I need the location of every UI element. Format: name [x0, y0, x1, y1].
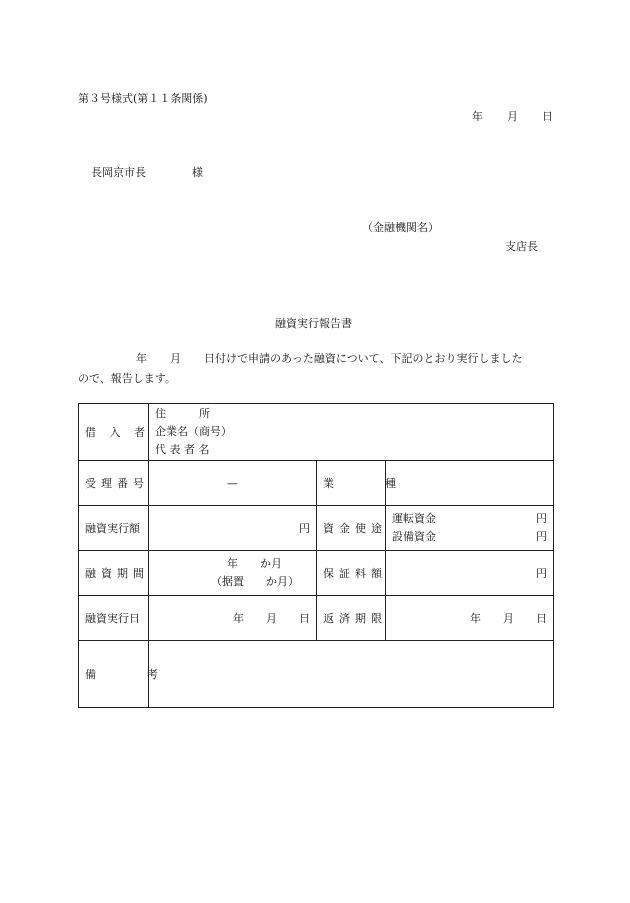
usage-working-label: 運転資金: [392, 512, 436, 525]
header-date-year: 年: [472, 110, 483, 123]
guarantee-unit: 円: [386, 551, 554, 596]
form-number: 第３号様式(第１１条関係): [78, 92, 208, 105]
document-title: 融資実行報告書: [275, 317, 352, 330]
exec-date-label: 融資実行日: [79, 596, 149, 641]
usage-equipment-label: 設備資金: [392, 530, 436, 543]
period-label-cell: [79, 551, 149, 596]
exec-date-day: 日: [299, 611, 310, 625]
guarantee-label-cell: [317, 551, 386, 596]
receipt-number-label: 受理番号: [85, 476, 149, 490]
remarks-label: 備 考: [85, 667, 178, 681]
table-row: [79, 551, 554, 596]
body-line-1: [136, 353, 522, 364]
addressee-honorific: 様: [192, 166, 203, 179]
period-grace: （据置 か月）: [211, 575, 299, 588]
period-label: 融資期間: [85, 566, 149, 580]
borrower-detail-cell: [149, 404, 554, 461]
borrower-address-label: 住 所: [155, 407, 210, 420]
exec-date-year: 年: [233, 611, 244, 625]
industry-label-cell: [317, 461, 416, 506]
addressee: [91, 167, 203, 178]
table-row: [79, 461, 554, 506]
table-row: [79, 506, 554, 551]
body-year: 年: [136, 352, 147, 365]
remarks-value-cell: [149, 641, 554, 708]
guarantee-label: 保証料額: [323, 566, 387, 580]
industry-label: 業 種: [323, 476, 416, 490]
repay-date-day: 日: [536, 611, 547, 625]
repay-date-year: 年: [470, 611, 481, 625]
body-month: 月: [170, 352, 181, 365]
header-date-month: 月: [507, 110, 518, 123]
borrower-label: 借 入 者: [85, 425, 150, 439]
amount-label: 融資実行額: [79, 506, 149, 551]
header-date-day: 日: [542, 110, 553, 123]
report-table: [78, 403, 554, 708]
header-date: [472, 111, 553, 122]
exec-date-month: 月: [266, 611, 277, 625]
usage-working-unit: 円: [536, 512, 547, 525]
amount-unit: 円: [149, 506, 317, 551]
table-row: [79, 641, 554, 708]
remarks-label-cell: [79, 641, 178, 708]
receipt-number-value: —: [149, 461, 317, 506]
usage-label: 資金使途: [323, 521, 387, 535]
table-row: [79, 596, 554, 641]
receipt-number-label-cell: [79, 461, 149, 506]
borrower-representative-label: 代 表 者 名: [155, 443, 210, 456]
usage-value-cell: [386, 506, 554, 551]
usage-equipment-unit: 円: [536, 530, 547, 543]
usage-label-cell: [317, 506, 386, 551]
borrower-label-cell: [79, 404, 149, 461]
addressee-title: 長岡京市長: [91, 166, 146, 179]
exec-date-value: [149, 596, 317, 641]
sender-institution: （金融機関名）: [362, 221, 439, 234]
borrower-company-label: 企業名（商号）: [155, 425, 232, 438]
sender-branch-manager: 支店長: [505, 240, 538, 253]
table-row: [79, 404, 554, 461]
repay-label: 返済期限: [323, 611, 387, 625]
period-value-cell: [149, 551, 317, 596]
repay-label-cell: [317, 596, 386, 641]
body-line-2: ので、報告します。: [78, 372, 176, 385]
body-line1-rest: 日付けで申請のあった融資について、下記のとおり実行しました: [204, 352, 523, 365]
repay-date-value: [386, 596, 554, 641]
period-term: 年 か月: [227, 557, 282, 570]
repay-date-month: 月: [503, 611, 514, 625]
